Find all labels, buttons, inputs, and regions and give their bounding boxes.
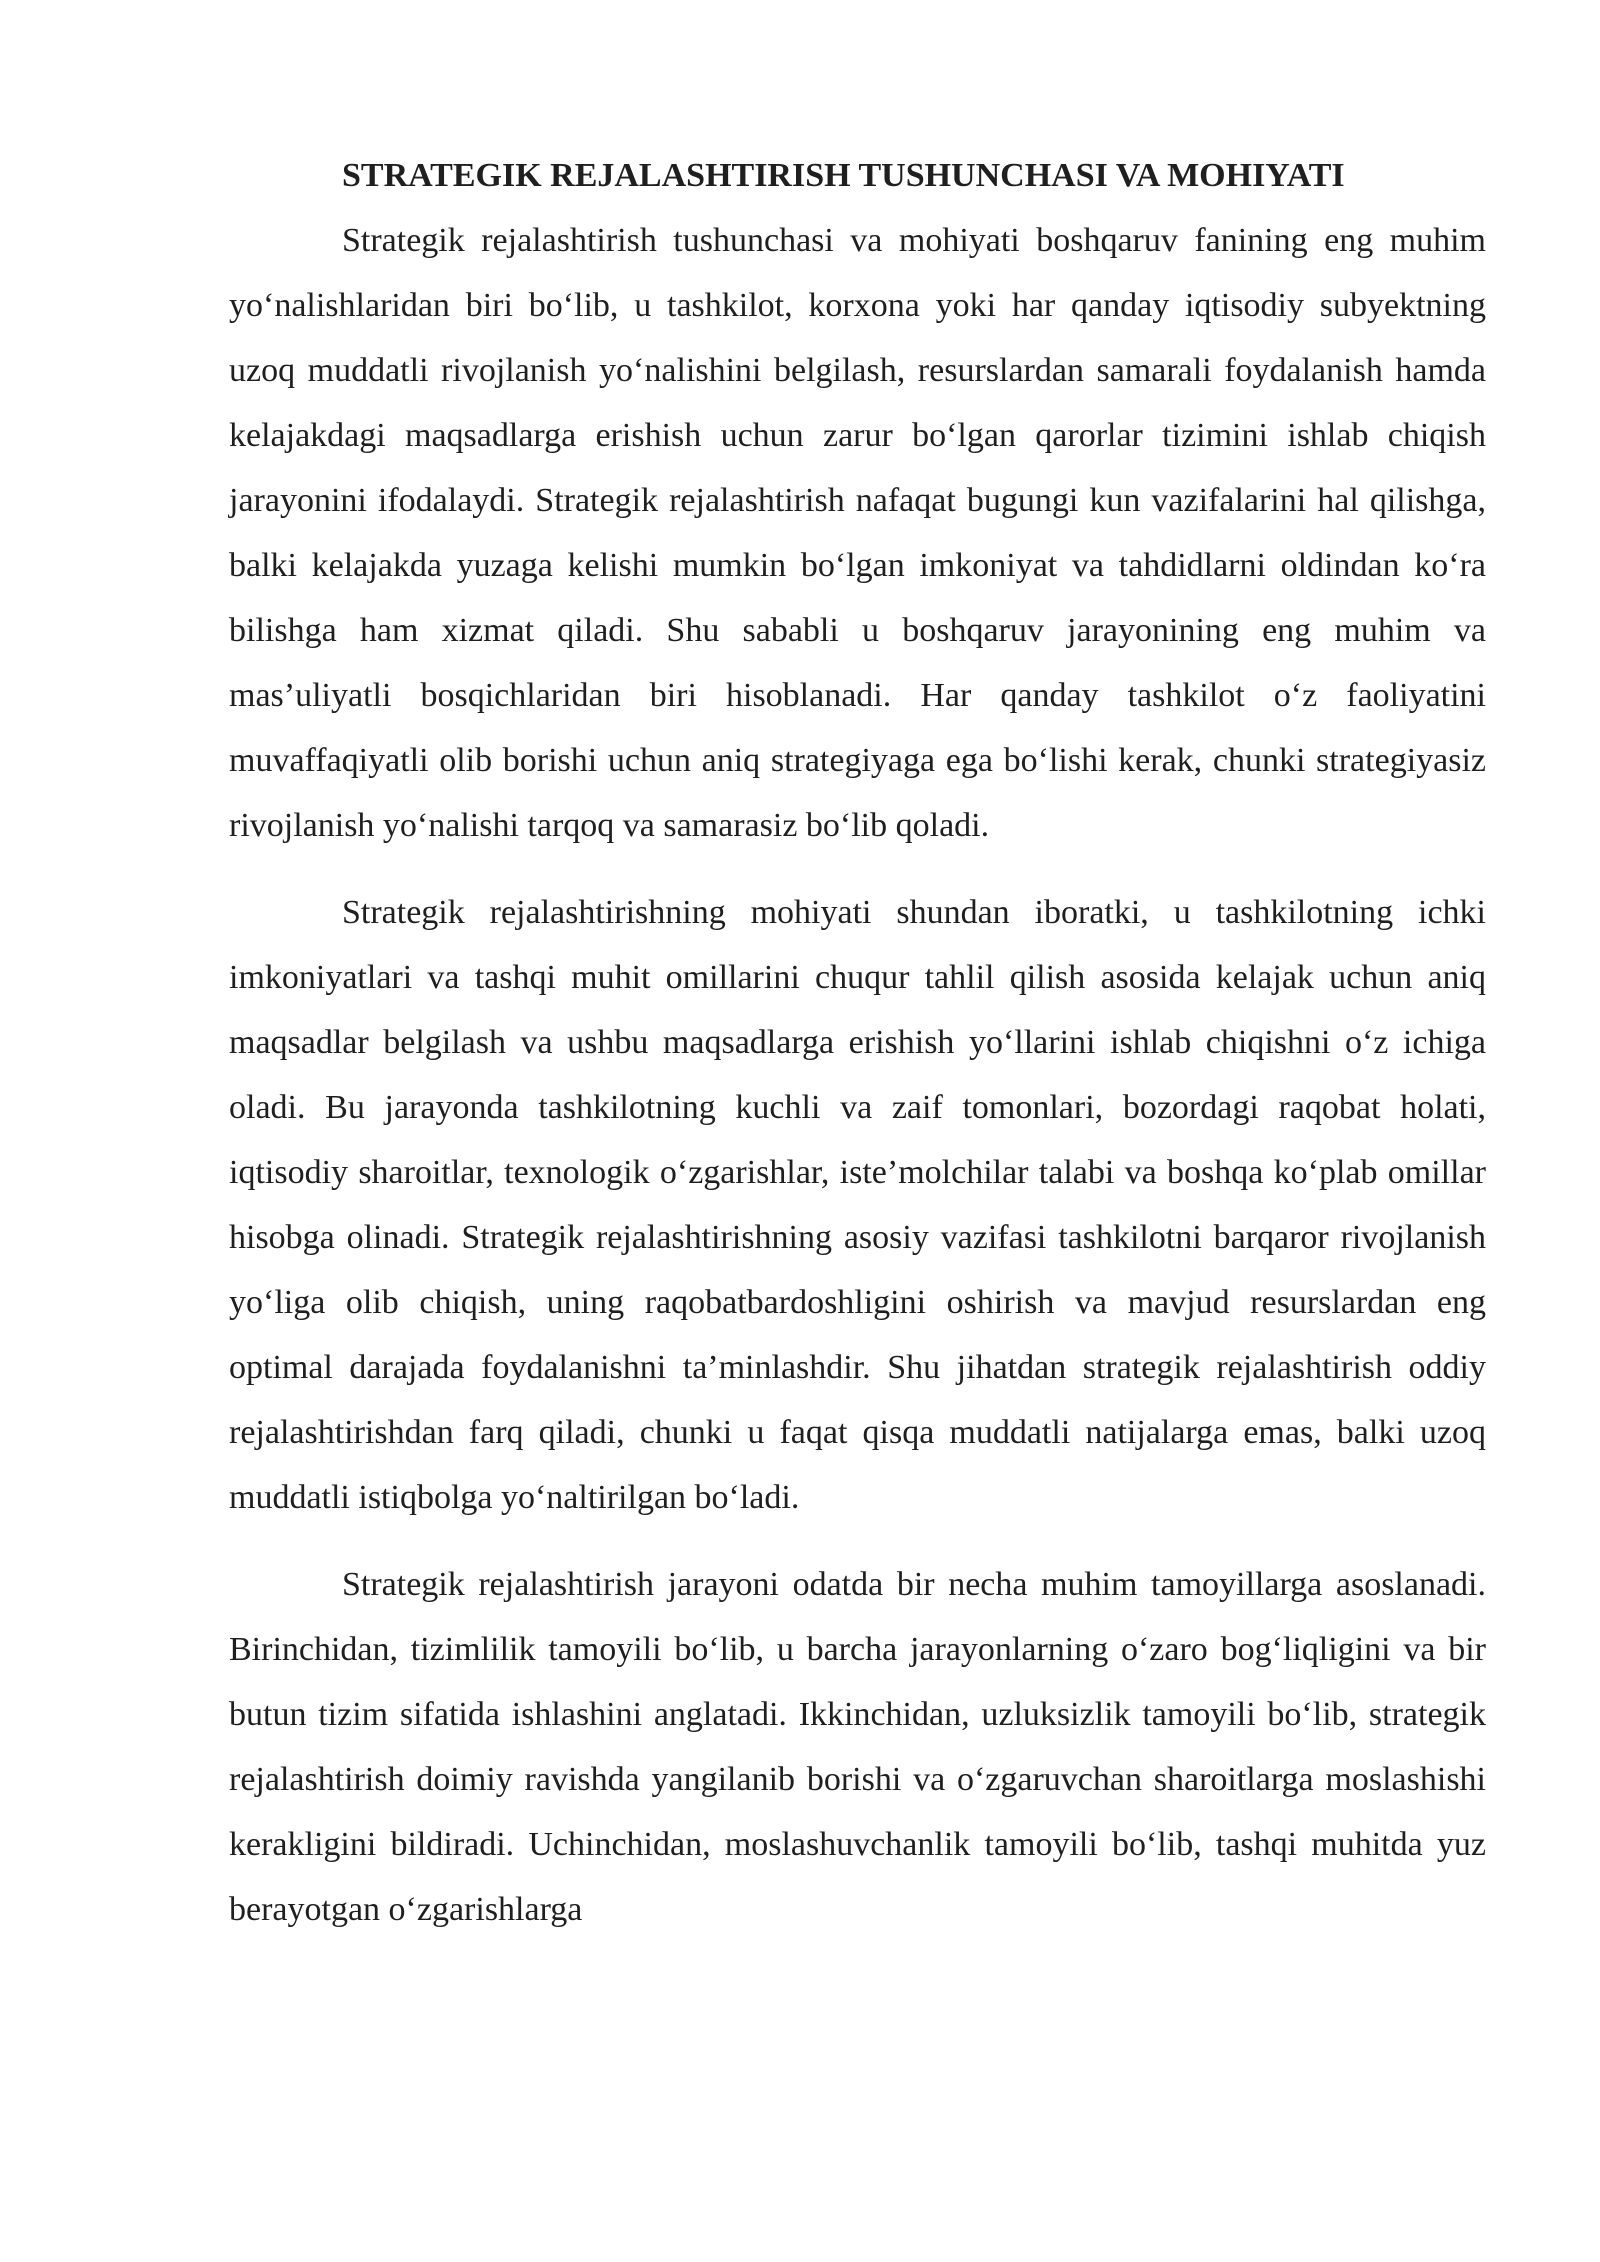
document-title: STRATEGIK REJALASHTIRISH TUSHUNCHASI VA MOHIYATI xyxy=(342,157,1345,194)
document-body xyxy=(229,150,1486,1964)
paragraph-2: Strategik rejalashtirishning mohiyati shundan iboratki, u tashkilotning ichki imkoniyatlari va tashqi muhit omillarini chuqur tahlil qilish asosida kelajak uchun aniq maqsadlar belgilash va ushbu maqsadlarga erishish yo‘llarini ishlab chiqishni o‘z ichiga oladi. Bu jarayonda tashkilotning kuchli va zaif tomonlari, bozordagi raqobat holati, iqtisodiy sharoitlar, texnologik o‘zgarishlar, iste’molchilar talabi va boshqa ko‘plab omillar hisobga olinadi. Strategik rejalashtirishning asosiy vazifasi tashkilotni barqaror rivojlanish yo‘liga olib chiqish, uning raqobatbardoshligini oshirish va mavjud resurslardan eng optimal darajada foydalanishni ta’minlashdir. Shu jihatdan strategik rejalashtirish oddiy rejalashtirishdan farq qiladi, chunki u faqat qisqa muddatli natijalarga emas, balki uzoq muddatli istiqbolga yo‘naltirilgan bo‘ladi. xyxy=(229,894,1486,1516)
paragraph-3: Strategik rejalashtirish jarayoni odatda bir necha muhim tamoyillarga asoslanadi. Birinchidan, tizimlilik tamoyili bo‘lib, u barcha jarayonlarning o‘zaro bog‘liqligini va bir butun tizim sifatida ishlashini anglatadi. Ikkinchidan, uzluksizlik tamoyili bo‘lib, strategik rejalashtirish doimiy ravishda yangilanib borishi va o‘zgaruvchan sharoitlarga moslashishi kerakligini bildiradi. Uchinchidan, moslashuvchanlik tamoyili bo‘lib, tashqi muhitda yuz berayotgan o‘zgarishlarga xyxy=(229,1566,1486,1928)
paragraph-1: Strategik rejalashtirish tushunchasi va mohiyati boshqaruv fanining eng muhim yo‘nalishlaridan biri bo‘lib, u tashkilot, korxona yoki har qanday iqtisodiy subyektning uzoq muddatli rivojlanish yo‘nalishini belgilash, resurslardan samarali foydalanish hamda kelajakdagi maqsadlarga erishish uchun zarur bo‘lgan qarorlar tizimini ishlab chiqish jarayonini ifodalaydi. Strategik rejalashtirish nafaqat bugungi kun vazifalarini hal qilishga, balki kelajakda yuzaga kelishi mumkin bo‘lgan imkoniyat va tahdidlarni oldindan ko‘ra bilishga ham xizmat qiladi. Shu sababli u boshqaruv jarayonining eng muhim va mas’uliyatli bosqichlaridan biri hisoblanadi. Har qanday tashkilot o‘z faoliyatini muvaffaqiyatli olib borishi uchun aniq strategiyaga ega bo‘lishi kerak, chunki strategiyasiz rivojlanish yo‘nalishi tarqoq va samarasiz bo‘lib qoladi. xyxy=(229,222,1486,844)
